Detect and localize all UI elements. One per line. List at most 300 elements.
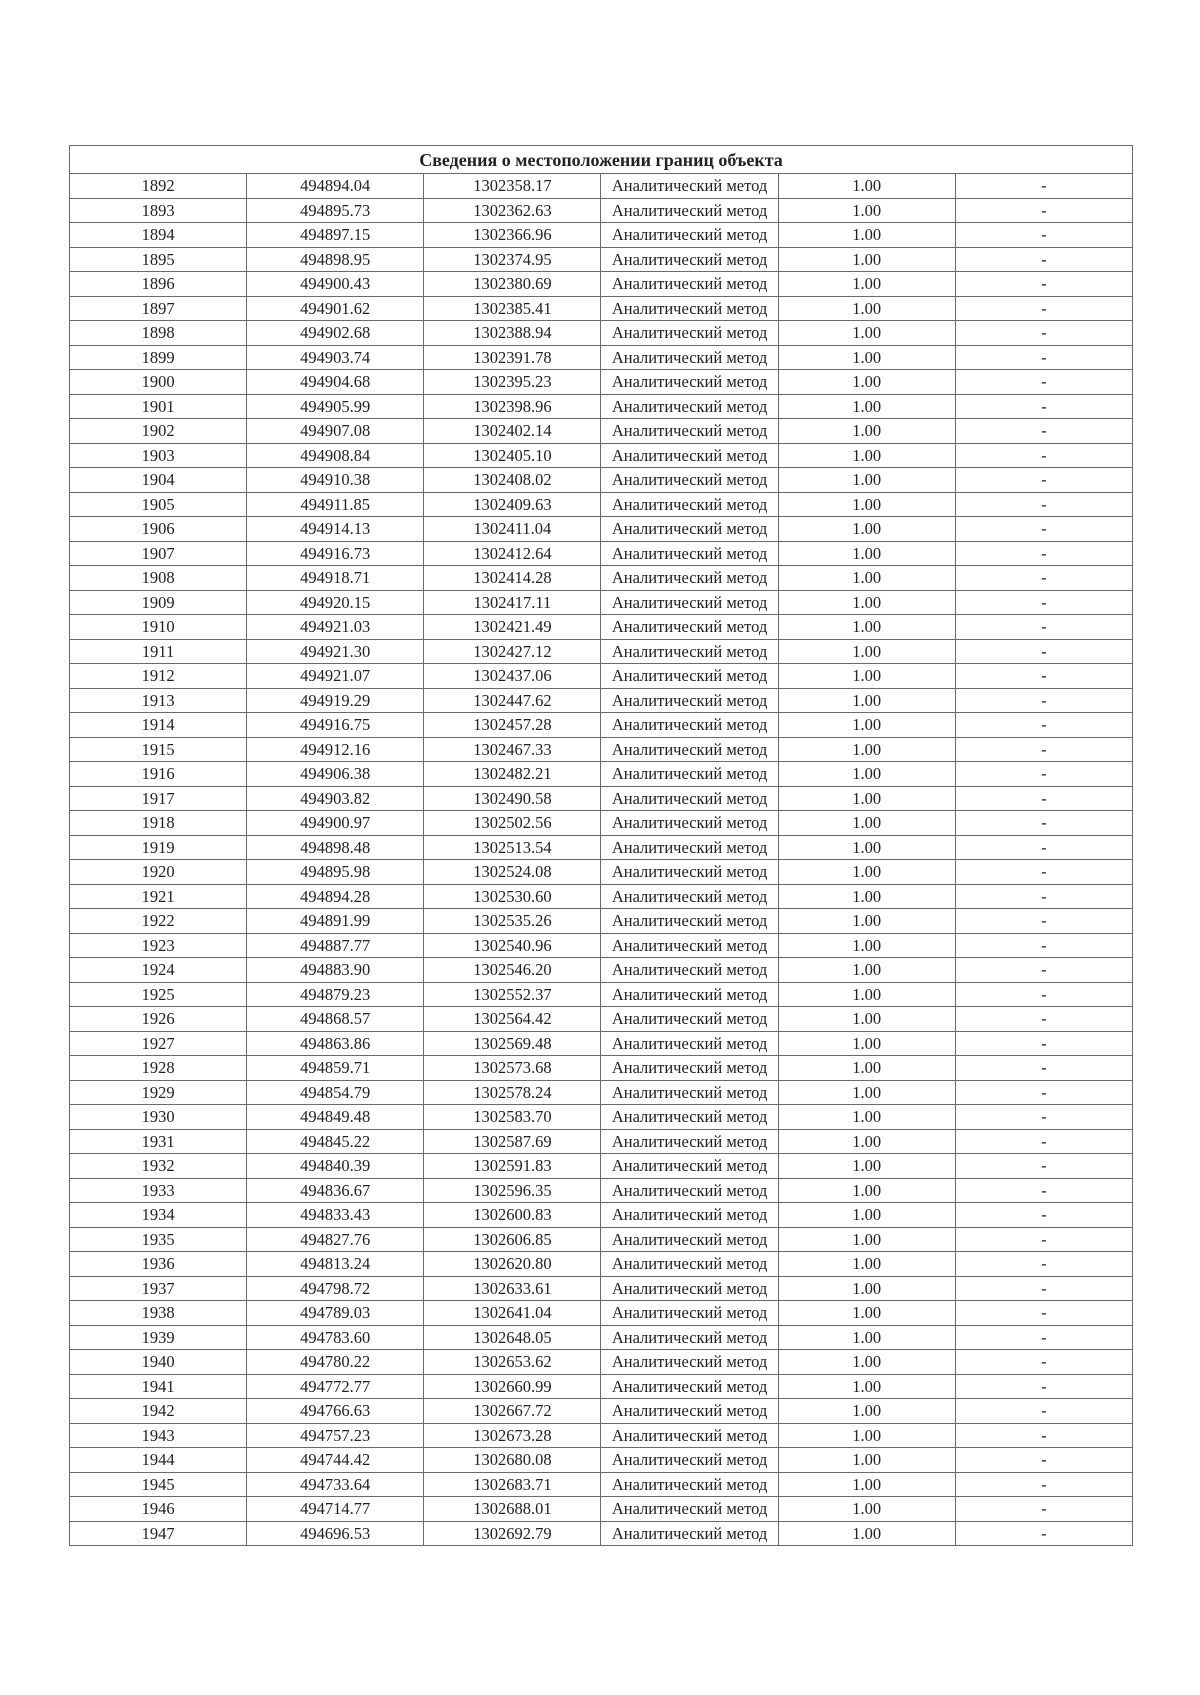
description-cell: -: [955, 566, 1132, 591]
method-cell: Аналитический метод: [601, 1007, 778, 1032]
accuracy-cell: 1.00: [778, 370, 955, 395]
x-coordinate-cell: 494895.73: [247, 198, 424, 223]
x-coordinate-cell: 494903.74: [247, 345, 424, 370]
accuracy-cell: 1.00: [778, 419, 955, 444]
x-coordinate-cell: 494863.86: [247, 1031, 424, 1056]
y-coordinate-cell: 1302683.71: [424, 1472, 601, 1497]
x-coordinate-cell: 494766.63: [247, 1399, 424, 1424]
method-cell: Аналитический метод: [601, 639, 778, 664]
method-cell: Аналитический метод: [601, 1056, 778, 1081]
x-coordinate-cell: 494921.07: [247, 664, 424, 689]
description-cell: -: [955, 762, 1132, 787]
method-cell: Аналитический метод: [601, 321, 778, 346]
accuracy-cell: 1.00: [778, 296, 955, 321]
table-row: [70, 370, 1133, 395]
x-coordinate-cell: 494849.48: [247, 1105, 424, 1130]
table-body: [70, 174, 1133, 1546]
point-number-cell: 1931: [70, 1129, 247, 1154]
y-coordinate-cell: 1302688.01: [424, 1497, 601, 1522]
point-number-cell: 1905: [70, 492, 247, 517]
table-row: [70, 982, 1133, 1007]
accuracy-cell: 1.00: [778, 1276, 955, 1301]
x-coordinate-cell: 494900.97: [247, 811, 424, 836]
y-coordinate-cell: 1302606.85: [424, 1227, 601, 1252]
table-row: [70, 198, 1133, 223]
description-cell: -: [955, 517, 1132, 542]
description-cell: -: [955, 492, 1132, 517]
method-cell: Аналитический метод: [601, 1227, 778, 1252]
table-row: [70, 223, 1133, 248]
point-number-cell: 1933: [70, 1178, 247, 1203]
point-number-cell: 1896: [70, 272, 247, 297]
method-cell: Аналитический метод: [601, 909, 778, 934]
table-row: [70, 1203, 1133, 1228]
accuracy-cell: 1.00: [778, 688, 955, 713]
method-cell: Аналитический метод: [601, 419, 778, 444]
y-coordinate-cell: 1302653.62: [424, 1350, 601, 1375]
y-coordinate-cell: 1302427.12: [424, 639, 601, 664]
x-coordinate-cell: 494898.48: [247, 835, 424, 860]
accuracy-cell: 1.00: [778, 247, 955, 272]
description-cell: -: [955, 639, 1132, 664]
point-number-cell: 1893: [70, 198, 247, 223]
point-number-cell: 1919: [70, 835, 247, 860]
method-cell: Аналитический метод: [601, 370, 778, 395]
y-coordinate-cell: 1302673.28: [424, 1423, 601, 1448]
accuracy-cell: 1.00: [778, 811, 955, 836]
description-cell: -: [955, 811, 1132, 836]
description-cell: -: [955, 1472, 1132, 1497]
method-cell: Аналитический метод: [601, 1350, 778, 1375]
method-cell: Аналитический метод: [601, 958, 778, 983]
description-cell: -: [955, 1178, 1132, 1203]
point-number-cell: 1924: [70, 958, 247, 983]
y-coordinate-cell: 1302540.96: [424, 933, 601, 958]
description-cell: -: [955, 1227, 1132, 1252]
method-cell: Аналитический метод: [601, 1080, 778, 1105]
description-cell: -: [955, 1374, 1132, 1399]
accuracy-cell: 1.00: [778, 1252, 955, 1277]
table-row: [70, 909, 1133, 934]
method-cell: Аналитический метод: [601, 1203, 778, 1228]
x-coordinate-cell: 494894.04: [247, 174, 424, 199]
point-number-cell: 1914: [70, 713, 247, 738]
y-coordinate-cell: 1302620.80: [424, 1252, 601, 1277]
description-cell: -: [955, 272, 1132, 297]
y-coordinate-cell: 1302408.02: [424, 468, 601, 493]
method-cell: Аналитический метод: [601, 1423, 778, 1448]
method-cell: Аналитический метод: [601, 394, 778, 419]
table-row: [70, 1301, 1133, 1326]
x-coordinate-cell: 494921.30: [247, 639, 424, 664]
table-row: [70, 1056, 1133, 1081]
method-cell: Аналитический метод: [601, 786, 778, 811]
description-cell: -: [955, 394, 1132, 419]
table-row: [70, 1374, 1133, 1399]
method-cell: Аналитический метод: [601, 713, 778, 738]
accuracy-cell: 1.00: [778, 541, 955, 566]
table-row: [70, 1325, 1133, 1350]
method-cell: Аналитический метод: [601, 1521, 778, 1546]
x-coordinate-cell: 494840.39: [247, 1154, 424, 1179]
point-number-cell: 1900: [70, 370, 247, 395]
x-coordinate-cell: 494827.76: [247, 1227, 424, 1252]
method-cell: Аналитический метод: [601, 664, 778, 689]
table-row: [70, 1227, 1133, 1252]
accuracy-cell: 1.00: [778, 174, 955, 199]
x-coordinate-cell: 494859.71: [247, 1056, 424, 1081]
point-number-cell: 1927: [70, 1031, 247, 1056]
accuracy-cell: 1.00: [778, 1129, 955, 1154]
point-number-cell: 1894: [70, 223, 247, 248]
method-cell: Аналитический метод: [601, 860, 778, 885]
x-coordinate-cell: 494911.85: [247, 492, 424, 517]
description-cell: -: [955, 909, 1132, 934]
table-row: [70, 1350, 1133, 1375]
y-coordinate-cell: 1302591.83: [424, 1154, 601, 1179]
method-cell: Аналитический метод: [601, 884, 778, 909]
y-coordinate-cell: 1302578.24: [424, 1080, 601, 1105]
description-cell: -: [955, 443, 1132, 468]
point-number-cell: 1902: [70, 419, 247, 444]
point-number-cell: 1928: [70, 1056, 247, 1081]
accuracy-cell: 1.00: [778, 664, 955, 689]
method-cell: Аналитический метод: [601, 737, 778, 762]
y-coordinate-cell: 1302362.63: [424, 198, 601, 223]
table-row: [70, 1399, 1133, 1424]
y-coordinate-cell: 1302414.28: [424, 566, 601, 591]
x-coordinate-cell: 494920.15: [247, 590, 424, 615]
method-cell: Аналитический метод: [601, 492, 778, 517]
method-cell: Аналитический метод: [601, 1301, 778, 1326]
method-cell: Аналитический метод: [601, 468, 778, 493]
x-coordinate-cell: 494883.90: [247, 958, 424, 983]
point-number-cell: 1895: [70, 247, 247, 272]
description-cell: -: [955, 1448, 1132, 1473]
table-row: [70, 639, 1133, 664]
method-cell: Аналитический метод: [601, 1178, 778, 1203]
table-row: [70, 1031, 1133, 1056]
method-cell: Аналитический метод: [601, 1399, 778, 1424]
point-number-cell: 1901: [70, 394, 247, 419]
y-coordinate-cell: 1302564.42: [424, 1007, 601, 1032]
table-row: [70, 345, 1133, 370]
y-coordinate-cell: 1302641.04: [424, 1301, 601, 1326]
description-cell: -: [955, 1350, 1132, 1375]
point-number-cell: 1923: [70, 933, 247, 958]
table-row: [70, 492, 1133, 517]
accuracy-cell: 1.00: [778, 1105, 955, 1130]
x-coordinate-cell: 494891.99: [247, 909, 424, 934]
description-cell: -: [955, 1154, 1132, 1179]
accuracy-cell: 1.00: [778, 639, 955, 664]
table-row: [70, 713, 1133, 738]
accuracy-cell: 1.00: [778, 1301, 955, 1326]
y-coordinate-cell: 1302490.58: [424, 786, 601, 811]
table-row: [70, 1448, 1133, 1473]
x-coordinate-cell: 494918.71: [247, 566, 424, 591]
table-row: [70, 1154, 1133, 1179]
description-cell: -: [955, 1301, 1132, 1326]
y-coordinate-cell: 1302502.56: [424, 811, 601, 836]
accuracy-cell: 1.00: [778, 1350, 955, 1375]
x-coordinate-cell: 494696.53: [247, 1521, 424, 1546]
method-cell: Аналитический метод: [601, 541, 778, 566]
x-coordinate-cell: 494783.60: [247, 1325, 424, 1350]
description-cell: -: [955, 1031, 1132, 1056]
y-coordinate-cell: 1302358.17: [424, 174, 601, 199]
description-cell: -: [955, 419, 1132, 444]
method-cell: Аналитический метод: [601, 296, 778, 321]
table-row: [70, 664, 1133, 689]
table-row: [70, 321, 1133, 346]
y-coordinate-cell: 1302660.99: [424, 1374, 601, 1399]
method-cell: Аналитический метод: [601, 982, 778, 1007]
description-cell: -: [955, 1056, 1132, 1081]
y-coordinate-cell: 1302398.96: [424, 394, 601, 419]
accuracy-cell: 1.00: [778, 223, 955, 248]
description-cell: -: [955, 1276, 1132, 1301]
accuracy-cell: 1.00: [778, 1521, 955, 1546]
description-cell: -: [955, 688, 1132, 713]
y-coordinate-cell: 1302569.48: [424, 1031, 601, 1056]
y-coordinate-cell: 1302405.10: [424, 443, 601, 468]
description-cell: -: [955, 247, 1132, 272]
point-number-cell: 1929: [70, 1080, 247, 1105]
y-coordinate-cell: 1302395.23: [424, 370, 601, 395]
x-coordinate-cell: 494772.77: [247, 1374, 424, 1399]
description-cell: -: [955, 296, 1132, 321]
accuracy-cell: 1.00: [778, 1031, 955, 1056]
accuracy-cell: 1.00: [778, 958, 955, 983]
x-coordinate-cell: 494798.72: [247, 1276, 424, 1301]
method-cell: Аналитический метод: [601, 1252, 778, 1277]
accuracy-cell: 1.00: [778, 394, 955, 419]
table-row: [70, 884, 1133, 909]
table-row: [70, 1252, 1133, 1277]
method-cell: Аналитический метод: [601, 688, 778, 713]
point-number-cell: 1922: [70, 909, 247, 934]
description-cell: -: [955, 1129, 1132, 1154]
description-cell: -: [955, 541, 1132, 566]
point-number-cell: 1903: [70, 443, 247, 468]
accuracy-cell: 1.00: [778, 1154, 955, 1179]
y-coordinate-cell: 1302535.26: [424, 909, 601, 934]
table-row: [70, 541, 1133, 566]
point-number-cell: 1930: [70, 1105, 247, 1130]
point-number-cell: 1938: [70, 1301, 247, 1326]
x-coordinate-cell: 494902.68: [247, 321, 424, 346]
point-number-cell: 1916: [70, 762, 247, 787]
description-cell: -: [955, 664, 1132, 689]
y-coordinate-cell: 1302583.70: [424, 1105, 601, 1130]
point-number-cell: 1918: [70, 811, 247, 836]
x-coordinate-cell: 494757.23: [247, 1423, 424, 1448]
method-cell: Аналитический метод: [601, 762, 778, 787]
accuracy-cell: 1.00: [778, 786, 955, 811]
description-cell: -: [955, 370, 1132, 395]
accuracy-cell: 1.00: [778, 566, 955, 591]
accuracy-cell: 1.00: [778, 492, 955, 517]
x-coordinate-cell: 494744.42: [247, 1448, 424, 1473]
point-number-cell: 1940: [70, 1350, 247, 1375]
table-title: Сведения о местоположении границ объекта: [70, 146, 1133, 174]
description-cell: -: [955, 1521, 1132, 1546]
point-number-cell: 1921: [70, 884, 247, 909]
description-cell: -: [955, 982, 1132, 1007]
description-cell: -: [955, 590, 1132, 615]
point-number-cell: 1899: [70, 345, 247, 370]
point-number-cell: 1947: [70, 1521, 247, 1546]
accuracy-cell: 1.00: [778, 1178, 955, 1203]
x-coordinate-cell: 494733.64: [247, 1472, 424, 1497]
y-coordinate-cell: 1302437.06: [424, 664, 601, 689]
x-coordinate-cell: 494879.23: [247, 982, 424, 1007]
y-coordinate-cell: 1302680.08: [424, 1448, 601, 1473]
accuracy-cell: 1.00: [778, 1325, 955, 1350]
y-coordinate-cell: 1302366.96: [424, 223, 601, 248]
table-row: [70, 1423, 1133, 1448]
point-number-cell: 1904: [70, 468, 247, 493]
point-number-cell: 1911: [70, 639, 247, 664]
y-coordinate-cell: 1302421.49: [424, 615, 601, 640]
y-coordinate-cell: 1302447.62: [424, 688, 601, 713]
method-cell: Аналитический метод: [601, 443, 778, 468]
x-coordinate-cell: 494897.15: [247, 223, 424, 248]
y-coordinate-cell: 1302374.95: [424, 247, 601, 272]
x-coordinate-cell: 494714.77: [247, 1497, 424, 1522]
x-coordinate-cell: 494895.98: [247, 860, 424, 885]
point-number-cell: 1946: [70, 1497, 247, 1522]
y-coordinate-cell: 1302552.37: [424, 982, 601, 1007]
point-number-cell: 1942: [70, 1399, 247, 1424]
y-coordinate-cell: 1302402.14: [424, 419, 601, 444]
method-cell: Аналитический метод: [601, 247, 778, 272]
table-row: [70, 1178, 1133, 1203]
accuracy-cell: 1.00: [778, 884, 955, 909]
y-coordinate-cell: 1302573.68: [424, 1056, 601, 1081]
x-coordinate-cell: 494894.28: [247, 884, 424, 909]
x-coordinate-cell: 494908.84: [247, 443, 424, 468]
y-coordinate-cell: 1302388.94: [424, 321, 601, 346]
y-coordinate-cell: 1302648.05: [424, 1325, 601, 1350]
method-cell: Аналитический метод: [601, 1105, 778, 1130]
point-number-cell: 1907: [70, 541, 247, 566]
y-coordinate-cell: 1302467.33: [424, 737, 601, 762]
table-row: [70, 394, 1133, 419]
table-row: [70, 1472, 1133, 1497]
point-number-cell: 1943: [70, 1423, 247, 1448]
point-number-cell: 1909: [70, 590, 247, 615]
method-cell: Аналитический метод: [601, 1276, 778, 1301]
table-row: [70, 566, 1133, 591]
description-cell: -: [955, 737, 1132, 762]
description-cell: -: [955, 174, 1132, 199]
accuracy-cell: 1.00: [778, 835, 955, 860]
table-row: [70, 590, 1133, 615]
table-row: [70, 1497, 1133, 1522]
accuracy-cell: 1.00: [778, 1203, 955, 1228]
point-number-cell: 1936: [70, 1252, 247, 1277]
description-cell: -: [955, 713, 1132, 738]
method-cell: Аналитический метод: [601, 1154, 778, 1179]
description-cell: -: [955, 1325, 1132, 1350]
accuracy-cell: 1.00: [778, 933, 955, 958]
method-cell: Аналитический метод: [601, 345, 778, 370]
accuracy-cell: 1.00: [778, 982, 955, 1007]
point-number-cell: 1898: [70, 321, 247, 346]
y-coordinate-cell: 1302417.11: [424, 590, 601, 615]
method-cell: Аналитический метод: [601, 1472, 778, 1497]
accuracy-cell: 1.00: [778, 909, 955, 934]
point-number-cell: 1915: [70, 737, 247, 762]
method-cell: Аналитический метод: [601, 198, 778, 223]
description-cell: -: [955, 1399, 1132, 1424]
method-cell: Аналитический метод: [601, 174, 778, 199]
method-cell: Аналитический метод: [601, 517, 778, 542]
x-coordinate-cell: 494904.68: [247, 370, 424, 395]
point-number-cell: 1934: [70, 1203, 247, 1228]
point-number-cell: 1917: [70, 786, 247, 811]
boundary-coordinates-table: [69, 145, 1133, 1546]
table-row: [70, 1105, 1133, 1130]
method-cell: Аналитический метод: [601, 1448, 778, 1473]
description-cell: -: [955, 198, 1132, 223]
description-cell: -: [955, 1203, 1132, 1228]
description-cell: -: [955, 345, 1132, 370]
point-number-cell: 1941: [70, 1374, 247, 1399]
y-coordinate-cell: 1302546.20: [424, 958, 601, 983]
accuracy-cell: 1.00: [778, 321, 955, 346]
accuracy-cell: 1.00: [778, 737, 955, 762]
table-row: [70, 1080, 1133, 1105]
description-cell: -: [955, 958, 1132, 983]
description-cell: -: [955, 1423, 1132, 1448]
description-cell: -: [955, 615, 1132, 640]
point-number-cell: 1910: [70, 615, 247, 640]
point-number-cell: 1920: [70, 860, 247, 885]
point-number-cell: 1906: [70, 517, 247, 542]
description-cell: -: [955, 1080, 1132, 1105]
method-cell: Аналитический метод: [601, 615, 778, 640]
x-coordinate-cell: 494905.99: [247, 394, 424, 419]
table-row: [70, 786, 1133, 811]
point-number-cell: 1925: [70, 982, 247, 1007]
x-coordinate-cell: 494898.95: [247, 247, 424, 272]
y-coordinate-cell: 1302596.35: [424, 1178, 601, 1203]
y-coordinate-cell: 1302380.69: [424, 272, 601, 297]
accuracy-cell: 1.00: [778, 1399, 955, 1424]
table-row: [70, 860, 1133, 885]
y-coordinate-cell: 1302530.60: [424, 884, 601, 909]
x-coordinate-cell: 494914.13: [247, 517, 424, 542]
y-coordinate-cell: 1302513.54: [424, 835, 601, 860]
accuracy-cell: 1.00: [778, 272, 955, 297]
table-row: [70, 468, 1133, 493]
y-coordinate-cell: 1302457.28: [424, 713, 601, 738]
point-number-cell: 1908: [70, 566, 247, 591]
x-coordinate-cell: 494854.79: [247, 1080, 424, 1105]
y-coordinate-cell: 1302633.61: [424, 1276, 601, 1301]
method-cell: Аналитический метод: [601, 223, 778, 248]
point-number-cell: 1939: [70, 1325, 247, 1350]
x-coordinate-cell: 494921.03: [247, 615, 424, 640]
x-coordinate-cell: 494916.73: [247, 541, 424, 566]
point-number-cell: 1897: [70, 296, 247, 321]
description-cell: -: [955, 223, 1132, 248]
y-coordinate-cell: 1302409.63: [424, 492, 601, 517]
x-coordinate-cell: 494833.43: [247, 1203, 424, 1228]
